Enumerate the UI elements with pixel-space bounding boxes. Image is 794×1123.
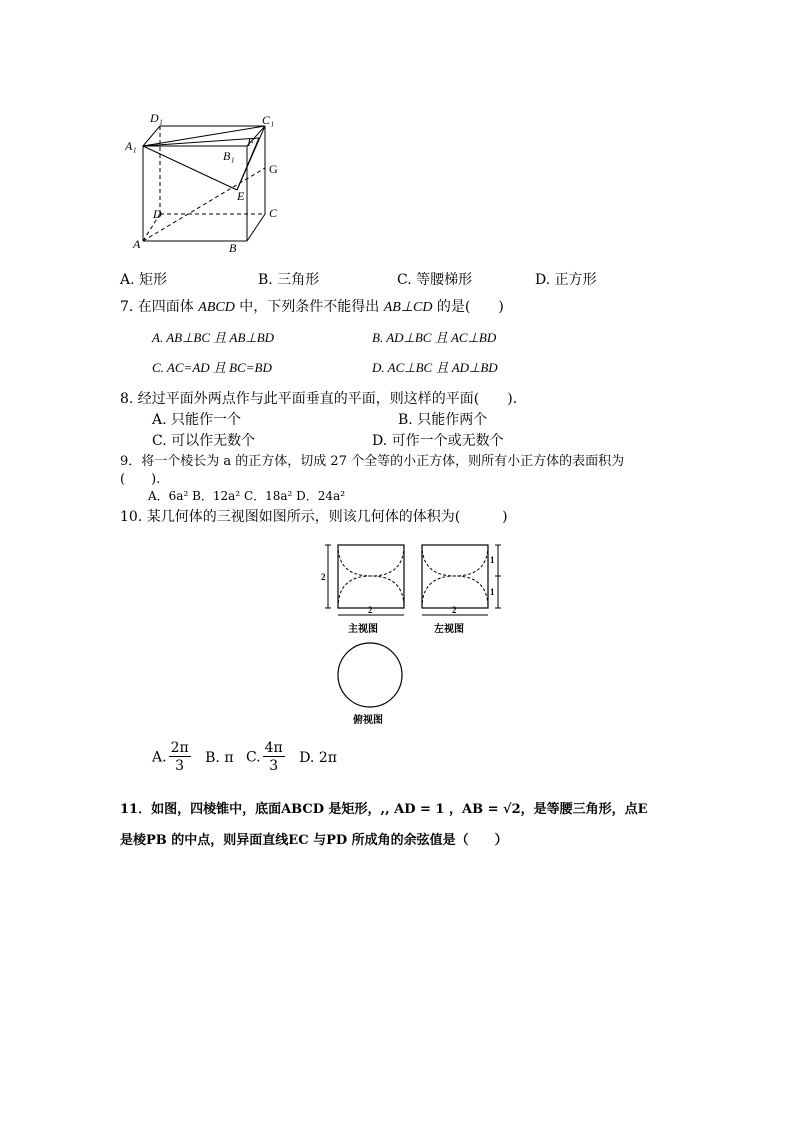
q7-stem-pre: 7. 在四面体	[120, 299, 199, 315]
top-view-circle	[338, 643, 402, 707]
q10-option-c-den: 3	[269, 758, 279, 774]
q6-option-d: D. 正方形	[535, 272, 597, 288]
q7-option-b: B. AD⊥BC 且 AC⊥BD	[372, 330, 497, 345]
q8-stem: 8. 经过平面外两点作与此平面垂直的平面，则这样的平面( ).	[120, 391, 518, 407]
side-width-label: 2	[452, 605, 457, 615]
q10-option-c-fraction	[263, 740, 285, 775]
q7-option-a: A. AB⊥BC 且 AB⊥BD	[152, 330, 275, 345]
label-d: D	[153, 207, 162, 221]
label-b: B	[229, 241, 237, 255]
q7-stem-var2: AB⊥CD	[383, 300, 433, 315]
q8-option-c: C. 可以作无数个	[152, 433, 256, 449]
label-e: E	[237, 189, 245, 203]
q10-option-d: D. 2π	[299, 749, 337, 766]
front-height-label: 2	[321, 572, 326, 582]
q11-line1: 11．如图，四棱锥中，底面ABCD 是矩形，,, AD = 1 ，AB = √2，是等腰三角形，点E	[120, 802, 648, 817]
side-view-lower-arc	[422, 576, 488, 608]
q10-stem: 10. 某几何体的三视图如图所示，则该几何体的体积为( )	[120, 509, 508, 525]
q9-stem: 9．将一个棱长为 a 的正方体，切成 27 个全等的小正方体，则所有小正方体的表面积为	[120, 454, 625, 469]
q10-option-c-prefix: C.	[245, 749, 261, 766]
q10-option-c-num: 4π	[264, 740, 283, 756]
side-view-label: 左视图	[434, 624, 464, 635]
q10-option-a-fraction	[169, 740, 191, 775]
edge-a1-d1	[143, 126, 160, 146]
q6-option-c: C. 等腰梯形	[397, 272, 473, 288]
q7-option-c: C. AC=AD 且 BC=BD	[152, 360, 272, 375]
q10-option-a-den: 3	[175, 758, 185, 774]
q7-stem	[120, 296, 504, 316]
q11-line2: 是棱PB 的中点，则异面直线EC 与PD 所成角的余弦值是（ ）	[120, 833, 508, 848]
side-height-label-bottom: 1	[490, 587, 495, 597]
label-g: G	[269, 162, 278, 176]
label-c1: C₁	[262, 113, 275, 127]
side-view-upper-arc	[422, 545, 488, 576]
label-a: A	[133, 237, 141, 251]
front-width-label: 2	[368, 605, 373, 615]
cube-figure	[125, 110, 285, 255]
edge-b-c	[247, 214, 265, 241]
q7-stem-mid: 中，下列条件不能得出	[234, 299, 384, 315]
label-f: F	[247, 135, 255, 149]
front-view-label: 主视图	[348, 624, 378, 635]
label-a1: A₁	[125, 139, 137, 153]
q6-option-b: B. 三角形	[258, 272, 320, 288]
q6-option-a: A. 矩形	[120, 272, 168, 288]
q10-option-b: B. π	[205, 749, 234, 766]
q8-option-d: D. 可作一个或无数个	[372, 433, 504, 449]
top-view-label: 俯视图	[353, 715, 383, 726]
front-view-lower-arc	[338, 576, 404, 608]
q10-option-a-num: 2π	[170, 740, 189, 756]
side-height-label-top: 1	[490, 555, 495, 565]
label-c: C	[269, 206, 278, 220]
label-d1: D₁	[150, 111, 163, 125]
q7-option-d: D. AC⊥BC 且 AD⊥BD	[372, 360, 498, 375]
label-b1: B₁	[223, 149, 235, 163]
q7-stem-var: ABCD	[198, 300, 235, 315]
q10-options	[152, 740, 337, 775]
q7-stem-post: 的是( )	[432, 299, 504, 315]
q9-paren: ( ).	[120, 472, 161, 487]
q9-options: A．6a² B．12a² C．18a² D．24a²	[148, 489, 346, 503]
three-view-figure	[318, 540, 508, 730]
q10-option-a-prefix: A.	[152, 749, 167, 766]
front-view-upper-arc	[338, 545, 404, 576]
q8-option-a: A. 只能作一个	[152, 412, 242, 428]
q8-option-b: B. 只能作两个	[398, 412, 488, 428]
